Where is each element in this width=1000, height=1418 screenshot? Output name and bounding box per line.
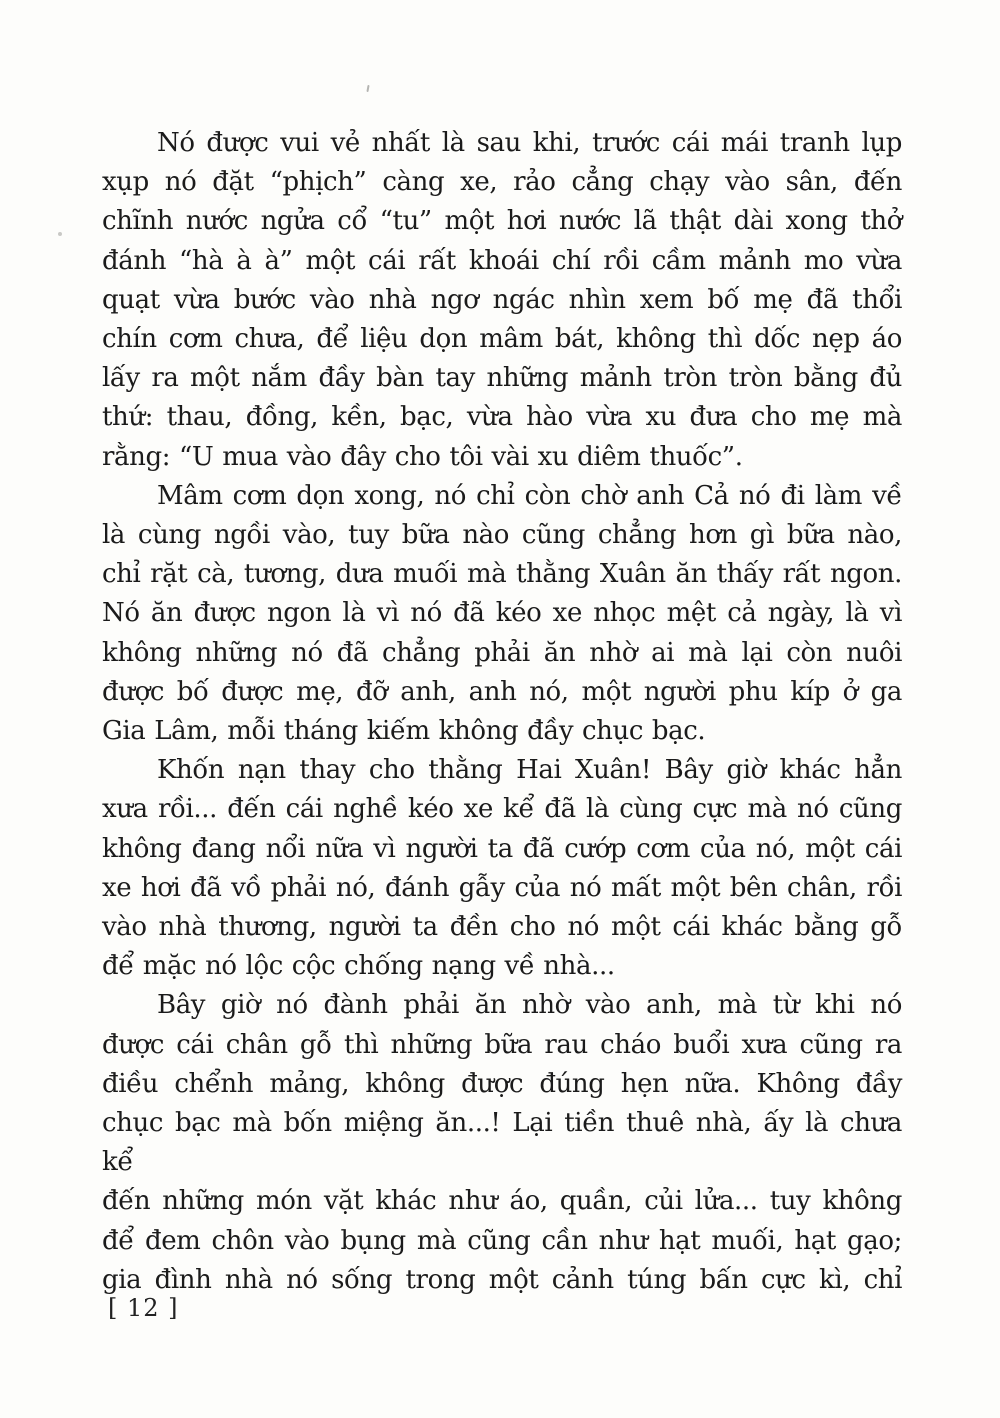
text-line: Bây giờ nó đành phải ăn nhờ vào anh, mà từ khi nó <box>157 990 902 1021</box>
page-number: [ 12 ] <box>108 1294 179 1322</box>
text-line: Khốn nạn thay cho thằng Hai Xuân! Bây giờ khác hẳn <box>157 755 902 786</box>
text-line: được bố được mẹ, đỡ anh, anh nó, một người phu kíp ở ga <box>102 676 902 707</box>
paragraph <box>102 751 902 986</box>
text-line: gia đình nhà nó sống trong một cảnh túng bấn cực kì, chỉ <box>102 1264 902 1295</box>
text-line: chục bạc mà bốn miệng ăn...! Lại tiền thuê nhà, ấy là chưa kể <box>102 1108 902 1178</box>
text-line: Gia Lâm, mỗi tháng kiếm không đầy chục bạc. <box>102 716 706 747</box>
text-line: chĩnh nước ngửa cổ “tu” một hơi nước lã thật dài xong thở <box>102 206 902 237</box>
text-line: để đem chôn vào bụng mà cũng cần như hạt muối, hạt gạo; <box>102 1225 902 1256</box>
text-line: Nó ăn được ngon là vì nó đã kéo xe nhọc mệt cả ngày, là vì <box>102 598 902 629</box>
scan-speck <box>58 232 62 236</box>
text-line: thứ: thau, đồng, kền, bạc, vừa hào vừa xu đưa cho mẹ mà <box>102 402 902 433</box>
paragraph <box>102 986 902 1300</box>
text-line: không những nó đã chẳng phải ăn nhờ ai mà lại còn nuôi <box>102 637 902 668</box>
text-line: không đang nổi nữa vì người ta đã cướp cơm của nó, một cái <box>102 833 902 864</box>
text-line: xưa rồi... đến cái nghề kéo xe kể đã là cùng cực mà nó cũng <box>102 794 902 825</box>
text-line: là cùng ngồi vào, tuy bữa nào cũng chẳng hơn gì bữa nào, <box>102 520 902 551</box>
text-line: Nó được vui vẻ nhất là sau khi, trước cái mái tranh lụp <box>157 128 902 158</box>
text-block <box>102 124 902 1300</box>
text-line: Mâm cơm dọn xong, nó chỉ còn chờ anh Cả nó đi làm về <box>157 480 902 511</box>
paragraph <box>102 477 902 751</box>
text-line: quạt vừa bước vào nhà ngơ ngác nhìn xem bố mẹ đã thổi <box>102 284 902 315</box>
text-line: chín cơm chưa, để liệu dọn mâm bát, không thì dốc nẹp áo <box>102 324 902 355</box>
scan-speck <box>366 85 369 92</box>
text-line: lấy ra một nắm đầy bàn tay những mảnh tròn tròn bằng đủ <box>102 363 902 394</box>
paragraph <box>102 124 902 477</box>
text-line: chỉ rặt cà, tương, dưa muối mà thằng Xuân ăn thấy rất ngon. <box>102 559 902 590</box>
text-line: điều chểnh mảng, không được đúng hẹn nữa. Không đầy <box>102 1068 902 1099</box>
text-line: đánh “hà à à” một cái rất khoái chí rồi cầm mảnh mo vừa <box>102 245 902 276</box>
text-line: rằng: “U mua vào đây cho tôi vài xu diêm thuốc”. <box>102 441 743 472</box>
text-line: xe hơi đã vồ phải nó, đánh gẫy của nó mất một bên chân, rồi <box>102 872 902 903</box>
text-line: được cái chân gỗ thì những bữa rau cháo buổi xưa cũng ra <box>102 1029 902 1060</box>
text-line: vào nhà thương, người ta đền cho nó một cái khác bằng gỗ <box>102 912 902 943</box>
text-line: để mặc nó lộc cộc chống nạng về nhà... <box>102 951 615 982</box>
text-line: xụp nó đặt “phịch” càng xe, rảo cẳng chạy vào sân, đến <box>102 167 902 198</box>
text-line: đến những món vặt khác như áo, quần, củi lửa... tuy không <box>102 1186 902 1217</box>
